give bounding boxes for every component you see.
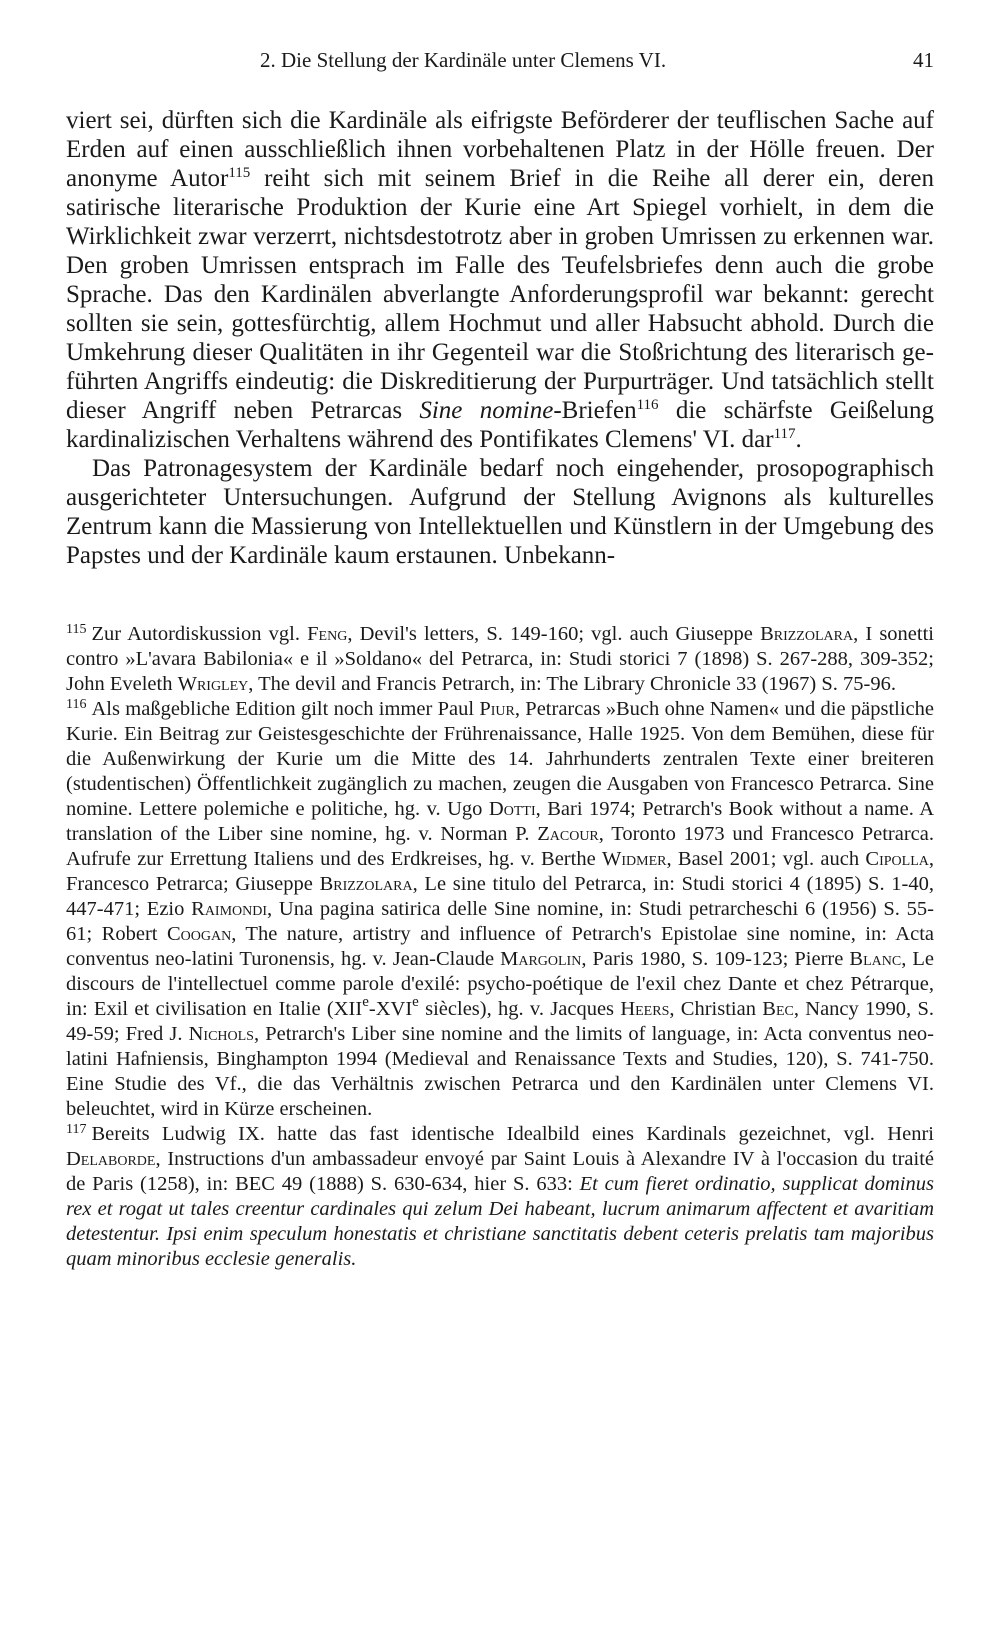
text-run: siècles), hg. v. Jacques bbox=[418, 998, 621, 1020]
author-name: Coogan bbox=[166, 923, 232, 945]
footnotes bbox=[66, 622, 934, 1272]
running-title: 2. Die Stellung der Kardinäle unter Clemens VI. bbox=[260, 48, 667, 72]
text-run: -XVI bbox=[368, 998, 413, 1020]
author-name: Margolin bbox=[500, 948, 582, 970]
footnote-117 bbox=[66, 1122, 934, 1272]
text-run: die schärfste Geißelung kardinalizischen Verhaltens während des Pontifikates Clemens' VI. dar bbox=[66, 397, 934, 453]
superscript: e bbox=[362, 994, 369, 1010]
author-name: Blanc bbox=[849, 948, 902, 970]
main-text bbox=[66, 106, 934, 570]
text-run: , Petrarch's Liber sine nomine and the limits of language, in: Acta conventus neo-latini Hafniensis, Binghampton 1994 (Medieval and Renaissance Texts and Studies, 120), S. 741-750. Eine Studie des Vf., die das Verhältnis zwischen Petrarca und den Kardinälen unter Clemens VI. beleuchtet, wird in Kürze erscheinen. bbox=[66, 1023, 935, 1120]
author-name: Zacour bbox=[537, 823, 599, 845]
text-run: , Christian bbox=[669, 998, 763, 1020]
text-run: , Bari 1974; Petrarch's Book without a name. A translation of the Liber sine nomine, hg. v. Norman P. bbox=[66, 798, 934, 845]
running-header bbox=[66, 40, 934, 72]
book-page bbox=[66, 40, 934, 1272]
text-run: Als maßgebliche Edition gilt noch immer Paul bbox=[91, 698, 480, 720]
author-name: Nichols bbox=[188, 1023, 254, 1045]
text-run: , The devil and Francis Petrarch, in: The Library Chronicle 33 (1967) S. 75-96. bbox=[248, 673, 896, 695]
author-name: Wrigley bbox=[177, 673, 249, 695]
text-run: reiht sich mit seinem Brief in die Reihe all derer ein, deren satirische literarische Produktion der Kurie eine Art Spiegel vorhielt, in dem die Wirklichkeit zwar verzerrt, nichtsdestotrotz aber in groben Umrissen zu erkennen war. Den groben Umrissen entsprach im Falle des Teufelsbriefes denn auch die grobe Sprache. Das den Kardinälen abverlangte Anforderungsprofil war bekannt: gerecht sollten sie sein, gottesfürchtig, allem Hochmut und aller Habsucht abhold. Durch die Umkehrung dieser Qualitäten in ihr Gegenteil war die Stoßrichtung des literarisch geführten Angriffs eindeutig: die Diskreditierung der Purpurträger. Und tatsächlich stellt dieser Angriff neben Petrarcas bbox=[66, 165, 934, 424]
paragraph-2: Das Patronagesystem der Kardinäle bedarf noch eingehender, prosopographisch ausgerichteter Untersuchungen. Aufgrund der Stellung Avignons als kulturelles Zentrum kann die Massierung von Intellektuellen und Künstlern in der Umgebung des Papstes und der Kardinäle kaum erstaunen. Unbekann- bbox=[66, 455, 934, 569]
text-run: , Nancy 1990, S. 49-59; Fred J. bbox=[66, 998, 935, 1045]
author-name: Widmer bbox=[602, 848, 667, 870]
footnote-number: 116 bbox=[66, 697, 87, 712]
text-run: . bbox=[795, 426, 802, 453]
text-run: , Instructions d'un ambassadeur envoyé par Saint Louis à Alexandre IV à l'occasion du traité de Paris (1258), in: BEC 49 (1888) S. 630-634, hier S. 633: bbox=[66, 1148, 934, 1195]
text-run: , Devil's letters, S. 149-160; vgl. auch Giuseppe bbox=[347, 623, 761, 645]
footnote-ref-115: 115 bbox=[228, 165, 251, 181]
paragraph-1 bbox=[66, 106, 934, 454]
text-run: viert sei, dürften sich die Kardinäle als eifrigste Beförderer der teuflischen Sache auf Erden auf einen ausschließlich ihnen vorbehaltenen Platz in der Hölle freuen. Der anonyme Autor bbox=[66, 107, 934, 192]
author-name: Feng bbox=[307, 623, 348, 645]
text-run: , Francesco Petrarca; Giuseppe bbox=[66, 848, 934, 895]
text-run: , Le discours de l'intellectuel comme parole d'exilé: psycho-poétique de l'exil chez Dante et chez Pétrarque, in: Exil et civilisation en Italie (XII bbox=[66, 948, 934, 1020]
author-name: Bec bbox=[762, 998, 794, 1020]
text-run: , Petrarcas »Buch ohne Namen« und die päpstliche Kurie. Ein Beitrag zur Geistesgeschichte der Frührenaissance, Halle 1925. Von dem Bemühen, diese für die Außenwirkung der Kurie um die Mitte des 14. Jahrhunderts zentralen Texte einer breiteren (studentischen) Öffentlichkeit zugänglich zu machen, zeugen die Ausgaben von Francesco Petrarca. Sine nomine. Lettere polemiche e politiche, hg. v. Ugo bbox=[66, 698, 934, 820]
text-run: -Briefen bbox=[553, 397, 637, 424]
author-name: Brizzolara bbox=[760, 623, 854, 645]
author-name: Piur bbox=[479, 698, 515, 720]
footnote-ref-116: 116 bbox=[636, 397, 659, 413]
footnote-115 bbox=[66, 622, 934, 697]
footnote-number: 115 bbox=[66, 622, 87, 637]
text-run: , I sonetti contro »L'avara Babilonia« e il »Soldano« del Petrarca, in: Studi storici 7 (1898) S. 267-288, 309-352; John Eveleth bbox=[66, 623, 934, 695]
author-name: Heers bbox=[620, 998, 670, 1020]
text-run: , The nature, artistry and influence of Petrarch's Epistolae sine nomine, in: Acta conventus neo-latini Turonensis, hg. v. Jean-Claude bbox=[66, 923, 934, 970]
author-name: Delaborde bbox=[66, 1148, 156, 1170]
latin-quotation: Et cum fieret ordinatio, supplicat dominus rex et rogat ut tales creentur cardinales qui zelum Dei habeant, lucrum animarum affectent et avaritiam detestentur. Ipsi enim speculum honestatis et christiane sanctitatis debent ceteris prelatis tam majoribus quam minoribus ecclesie generalis. bbox=[66, 1173, 934, 1270]
author-name: Raimondi bbox=[191, 898, 268, 920]
page-number: 41 bbox=[913, 48, 934, 72]
text-run: , Paris 1980, S. 109-123; Pierre bbox=[581, 948, 850, 970]
italic-title: Sine nomine bbox=[419, 397, 554, 424]
footnote-116 bbox=[66, 697, 934, 1122]
text-run: Bereits Ludwig IX. hatte das fast identische Idealbild eines Kardinals gezeichnet, vgl. Henri bbox=[91, 1123, 934, 1145]
text-run: , Toronto 1973 und Francesco Petrarca. Aufrufe zur Errettung Italiens und des Erdkreises, hg. v. Berthe bbox=[66, 823, 934, 870]
text-run: , Basel 2001; vgl. auch bbox=[666, 848, 866, 870]
text-run: , Le sine titulo del Petrarca, in: Studi storici 4 (1895) S. 1-40, 447-471; Ezio bbox=[66, 873, 934, 920]
superscript: e bbox=[412, 994, 419, 1010]
author-name: Dotti bbox=[488, 798, 536, 820]
footnote-number: 117 bbox=[66, 1122, 87, 1137]
footnote-ref-117: 117 bbox=[773, 426, 796, 442]
author-name: Cipolla bbox=[865, 848, 929, 870]
text-run: Zur Autordiskussion vgl. bbox=[91, 623, 308, 645]
author-name: Brizzolara bbox=[319, 873, 413, 895]
text-run: , Una pagina satirica delle Sine nomine, in: Studi petrarcheschi 6 (1956) S. 55-61; Robert bbox=[66, 898, 935, 945]
